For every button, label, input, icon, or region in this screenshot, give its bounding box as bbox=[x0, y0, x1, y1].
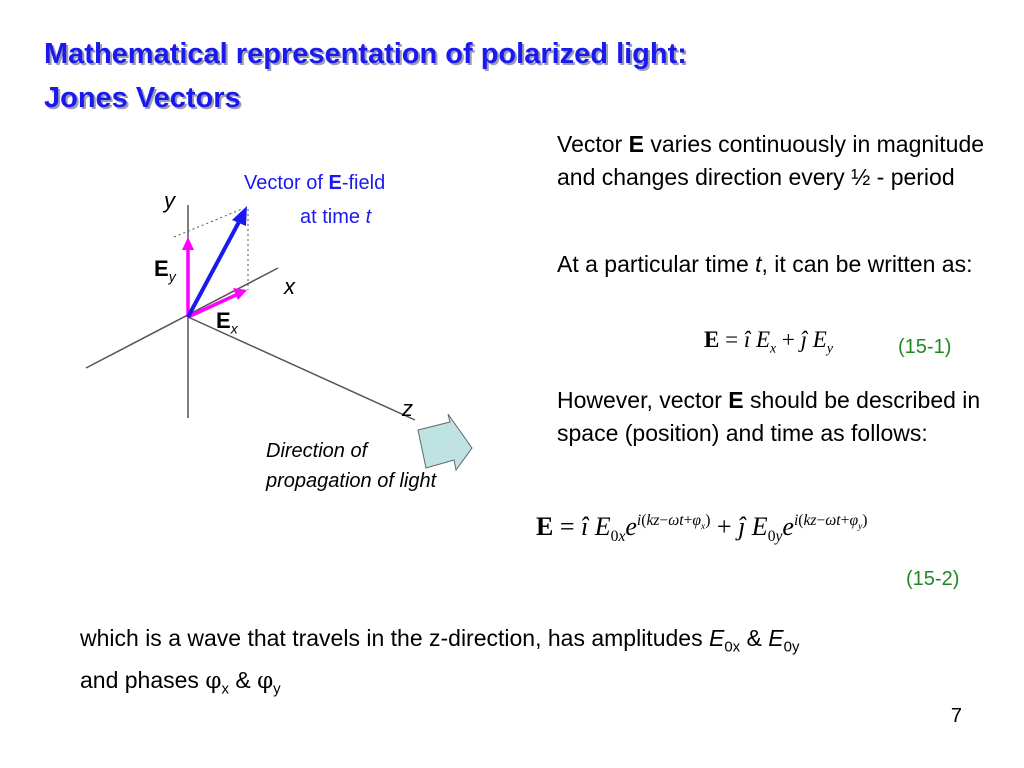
p3-bold: E bbox=[728, 387, 744, 413]
time-label-prefix: at time bbox=[300, 206, 366, 228]
ey-arrowhead bbox=[182, 237, 194, 250]
phi-y-sub: y bbox=[273, 680, 281, 698]
paragraph-however bbox=[557, 384, 997, 450]
polarization-diagram bbox=[70, 160, 510, 510]
slide-title-line2: Jones Vectors bbox=[44, 82, 241, 114]
p1-bold: E bbox=[628, 131, 644, 157]
propagation-label-line1: Direction of bbox=[266, 440, 368, 462]
e-vector-arrowhead bbox=[232, 206, 247, 226]
e-vector-line bbox=[188, 220, 240, 317]
equation-number-15-2: (15-2) bbox=[906, 568, 960, 590]
ex-label-sub: x bbox=[230, 320, 238, 337]
wave-desc-part1: which is a wave that travels in the z-direction, has amplitudes bbox=[80, 625, 709, 651]
p2-var: t bbox=[755, 251, 762, 277]
p2-suffix: , it can be written as: bbox=[761, 251, 973, 277]
e0y-base: E bbox=[768, 625, 784, 651]
paragraph-vector-varies bbox=[557, 128, 997, 194]
e0y-sub: 0y bbox=[783, 638, 800, 656]
page-number: 7 bbox=[950, 705, 962, 727]
equation-15-2: E = î $E_{0x}e^{i(kz-\omega t+\varphi_x)}$ + ĵ $E_{0y}e^{i(kz-\omega t+\varphi_y)}$ bbox=[536, 512, 868, 546]
time-label-var: t bbox=[365, 206, 372, 228]
ex-label bbox=[216, 308, 238, 336]
slide-title-line1: Mathematical representation of polarized light: bbox=[44, 38, 687, 70]
ey-label-sub: y bbox=[168, 268, 176, 285]
equation-15-1: E = î $E_x$ + ĵ $E_y$ bbox=[704, 327, 833, 356]
phi-x-sub: x bbox=[221, 680, 229, 698]
x-axis-line bbox=[86, 268, 278, 368]
field-label-suffix: -field bbox=[341, 172, 386, 194]
propagation-label-line2: propagation of light bbox=[266, 470, 437, 492]
p3-suffix: should be described in space (position) and time as follows: bbox=[557, 387, 981, 446]
ey-label bbox=[154, 256, 176, 284]
amp-separator: & bbox=[740, 625, 769, 651]
paragraph-particular-time bbox=[557, 248, 977, 281]
wave-desc-part2: and phases bbox=[80, 666, 206, 693]
phase-separator: & bbox=[228, 666, 258, 693]
ex-label-base: E bbox=[216, 308, 231, 333]
axis-z-label: z bbox=[402, 396, 413, 421]
ey-label-base: E bbox=[154, 256, 169, 281]
time-label bbox=[300, 206, 371, 229]
e0x-base: E bbox=[708, 625, 725, 651]
e0x-sub: 0x bbox=[724, 638, 741, 656]
p1-suffix: varies continuously in magnitude and changes direction every ½ - period bbox=[557, 131, 985, 190]
axis-x-label: x bbox=[284, 274, 295, 299]
slide-title bbox=[44, 32, 687, 120]
wave-description bbox=[80, 622, 980, 705]
propagation-label bbox=[266, 436, 436, 496]
field-label bbox=[244, 172, 385, 195]
p3-prefix: However, vector bbox=[557, 387, 729, 413]
field-label-bold: E bbox=[328, 172, 342, 194]
p1-prefix: Vector bbox=[557, 131, 629, 157]
axis-y-label: y bbox=[164, 188, 175, 213]
field-label-prefix: Vector of bbox=[244, 172, 329, 194]
equation-number-15-1: (15-1) bbox=[898, 336, 952, 358]
p2-prefix: At a particular time bbox=[557, 251, 756, 277]
phi-x-symbol: φ bbox=[205, 667, 222, 694]
phi-y-symbol: φ bbox=[257, 667, 274, 694]
